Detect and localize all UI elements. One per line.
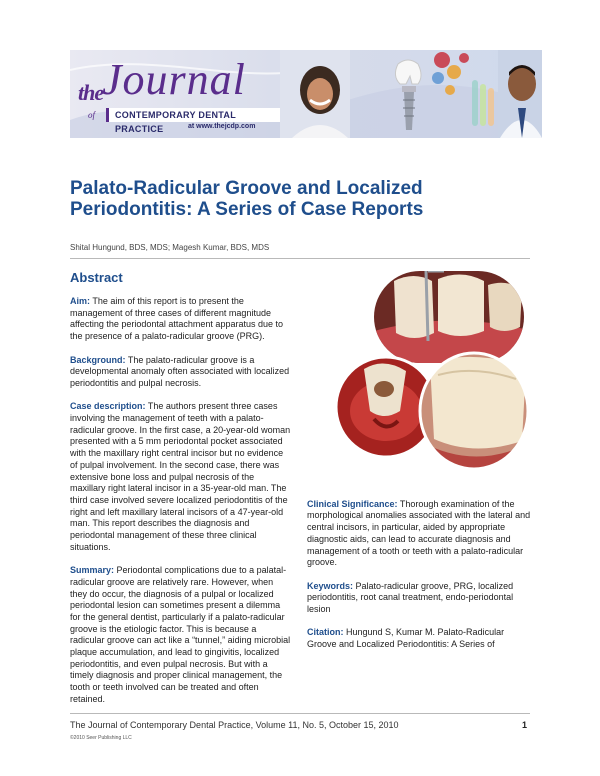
logo-subtitle: CONTEMPORARY DENTAL PRACTICE	[106, 108, 282, 122]
abstract-heading: Abstract	[70, 270, 123, 285]
background-text: The palato-radicular groove is a developmental anomaly often associated with localized periodontitis and pulpal necrosis.	[70, 354, 290, 388]
citation-text: Hungund S, Kumar M. Palato-Radicular Groove and Localized Periodontitis: A Series of	[307, 627, 505, 650]
abstract-column-right	[307, 487, 532, 662]
journal-banner	[70, 50, 542, 138]
summary-paragraph	[70, 565, 292, 705]
case-description-label: Case description:	[70, 401, 146, 412]
clinical-photos-figure	[334, 271, 530, 471]
abstract-column-left	[70, 296, 292, 717]
probe-photo	[374, 271, 524, 363]
article-title: Palato-Radicular Groove and Localized Periodontitis: A Series of Case Reports	[70, 178, 424, 220]
clinical-significance-label: Clinical Significance:	[307, 498, 398, 509]
case-description-paragraph	[70, 401, 292, 553]
background-paragraph	[70, 355, 292, 390]
page-number: 1	[522, 720, 528, 730]
header-divider	[70, 258, 530, 259]
molecule-graphic	[432, 52, 469, 95]
dentist-man-photo	[498, 50, 542, 138]
clinical-significance-text: Thorough examination of the morphological anomalies associated with the lateral and central incisors, in particular, aided by appropriate diagnostic aids, can lead to accurate diagnosis and management of a tooth or teeth with a palato-radicular groove.	[307, 498, 531, 568]
aim-text: The aim of this report is to present the management of three cases of different magnitude affecting the periodontal attachment apparatus due to the presence of a palato-radicular groove (PRG).	[70, 296, 283, 342]
dentist-woman-photo	[280, 50, 350, 138]
keywords-paragraph	[307, 581, 532, 616]
keywords-text: Palato-radicular groove, PRG, localized periodontitis, root canal treatment, endo-periodontal lesion	[307, 580, 514, 614]
citation-label: Citation:	[307, 627, 344, 638]
summary-label: Summary:	[70, 565, 115, 576]
keywords-label: Keywords:	[307, 580, 354, 591]
background-label: Background:	[70, 354, 126, 365]
logo-the: the	[78, 80, 104, 105]
summary-text: Periodontal complications due to a palatal-radicular groove are relatively rare. However, when they do occur, the diagnosis of a pulpal or localized periodontal lesion can sometimes present a dilemma for the general dentist, particularly if a palato-radicular groove is the etiologic factor. This is because a radicular groove can act like a “tunnel,” aiding microbial plaque accumulation, and lead to gingivitis, localized periodontitis, and even pulpal necrosis. But with a timely diagnosis and proper clinical management, the tooth or teeth involved can be treated and often retained.	[70, 565, 291, 704]
logo-journal: Journal	[102, 55, 246, 104]
aim-paragraph	[70, 296, 292, 343]
citation-paragraph	[307, 627, 532, 650]
logo-url: at www.thejcdp.com	[188, 123, 256, 130]
implant-illustration	[395, 60, 421, 130]
footer-journal-citation: The Journal of Contemporary Dental Practice, Volume 11, No. 5, October 15, 2010	[70, 720, 399, 730]
footer-divider	[70, 713, 530, 714]
logo-of: of	[88, 110, 96, 120]
case-description-text: The authors present three cases involving the management of teeth with a palato-radicular groove. In the first case, a 20-year-old woman presented with a 5 mm periodontal pocket associated with the maxillary right central incisor but no evidence of pulpal involvement. In the second case, there was extensive bone loss and pulpal necrosis of the maxillary right lateral incisor in a 35-year-old man. The third case involved severe localized periodontitis of the right and left maxillary lateral incisors of a 47-year-old man. This report describes the diagnosis and periodontal management of these three clinical situations.	[70, 401, 291, 552]
banner-photo-collage	[280, 50, 542, 138]
copyright-notice: ©2010 Seer Publishing LLC	[70, 735, 132, 741]
aim-label: Aim:	[70, 296, 90, 306]
test-tubes-graphic	[472, 80, 494, 126]
article-authors: Shital Hungund, BDS, MDS; Magesh Kumar, BDS, MDS	[70, 243, 270, 252]
clinical-significance-paragraph	[307, 499, 532, 569]
